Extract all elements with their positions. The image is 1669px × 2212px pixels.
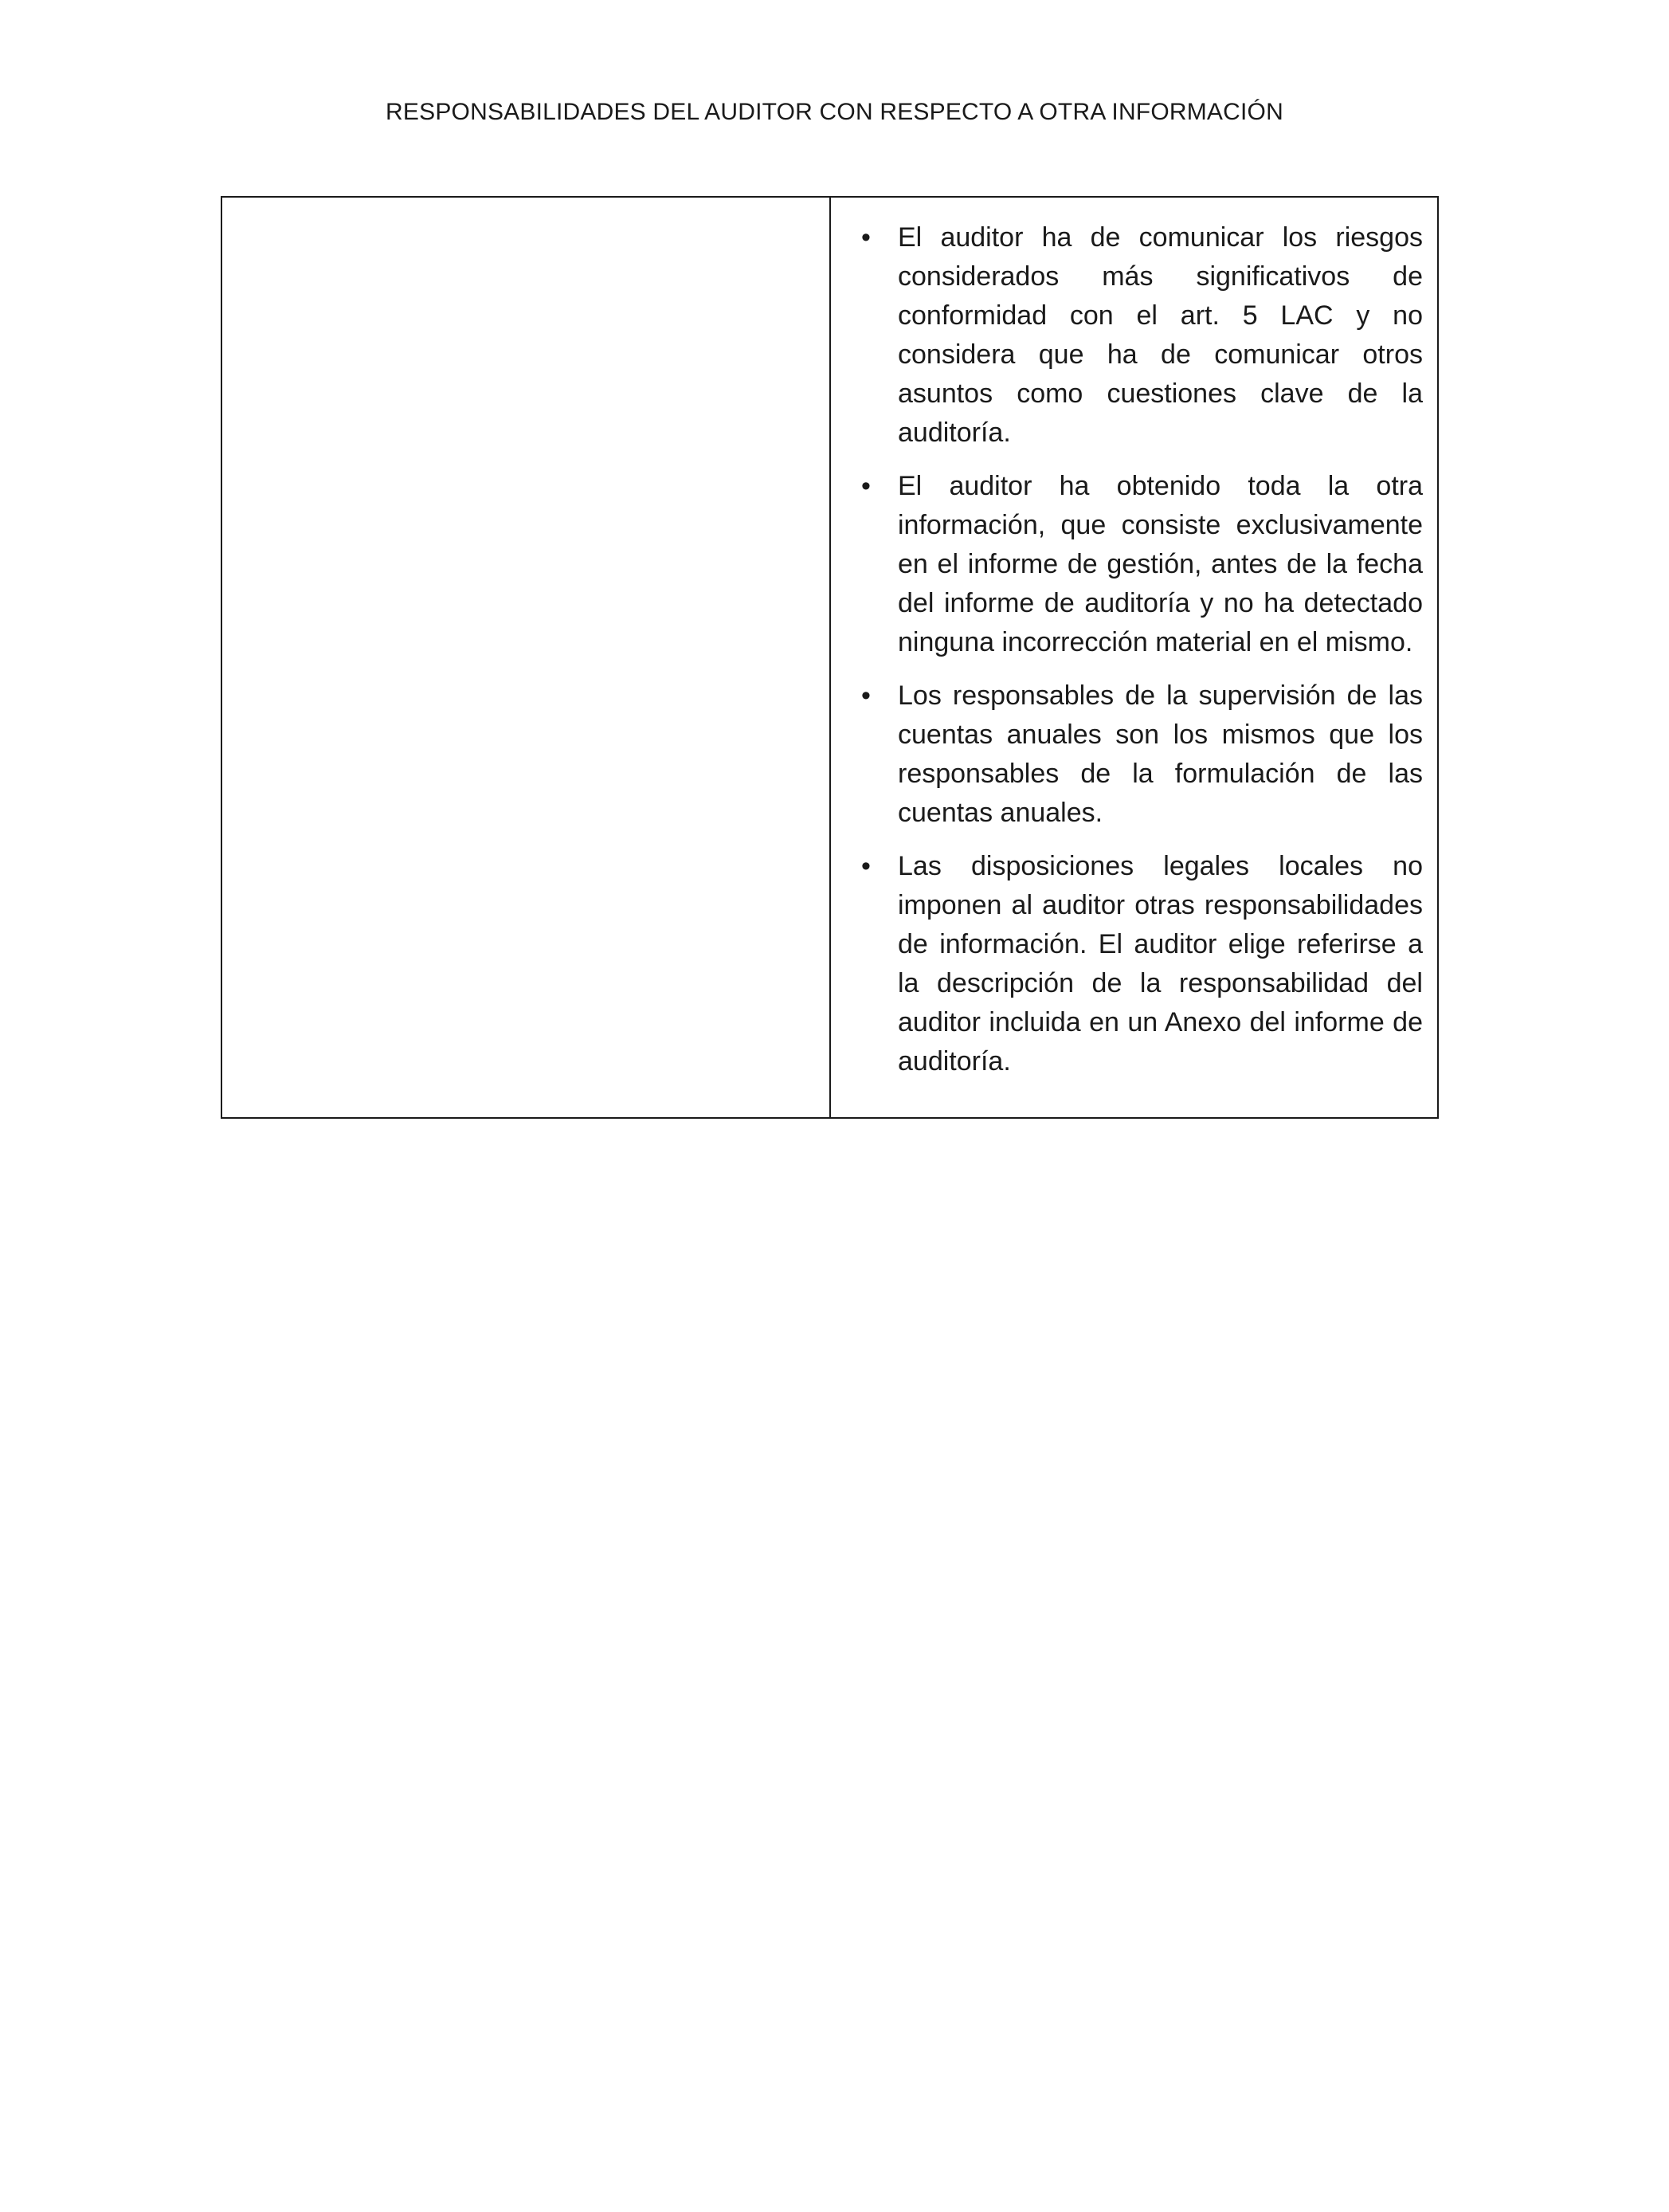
list-item bbox=[847, 218, 1423, 453]
bullet-icon: • bbox=[861, 680, 871, 711]
list-item-text: El auditor ha obtenido toda la otra información, que consiste exclusivamente en el informe de gestión, antes de la fecha del informe de auditoría y no ha detectado ninguna incorrección material en el mismo. bbox=[898, 471, 1423, 657]
table-cell-left bbox=[222, 198, 831, 1117]
list-item bbox=[847, 677, 1423, 833]
content-table bbox=[221, 196, 1439, 1119]
bullet-list bbox=[847, 218, 1423, 1081]
bullet-icon: • bbox=[861, 222, 871, 253]
bullet-icon: • bbox=[861, 471, 871, 501]
bullet-icon: • bbox=[861, 851, 871, 881]
list-item bbox=[847, 467, 1423, 662]
list-item bbox=[847, 847, 1423, 1081]
page-title: RESPONSABILIDADES DEL AUDITOR CON RESPECTO A OTRA INFORMACIÓN bbox=[386, 99, 1283, 125]
list-item-text: Los responsables de la supervisión de las cuentas anuales son los mismos que los responsables de la formulación de las cuentas anuales. bbox=[898, 680, 1423, 828]
list-item-text: El auditor ha de comunicar los riesgos considerados más significativos de conformidad con el art. 5 LAC y no considera que ha de comunicar otros asuntos como cuestiones clave de la auditoría. bbox=[898, 222, 1423, 448]
table-cell-right bbox=[831, 198, 1437, 1117]
list-item-text: Las disposiciones legales locales no imponen al auditor otras responsabilidades de información. El auditor elige referirse a la descripción de la responsabilidad del auditor incluida en un Anexo del informe de auditoría. bbox=[898, 851, 1423, 1077]
